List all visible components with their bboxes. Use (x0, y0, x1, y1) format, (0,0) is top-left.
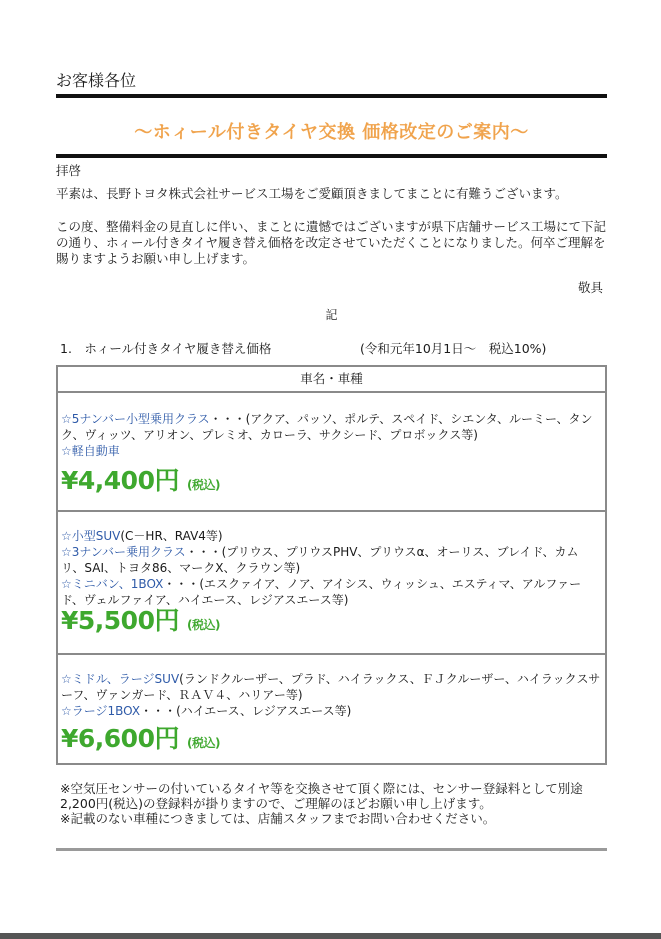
category-name: ☆ミドル、ラージSUV (61, 672, 180, 686)
greeting: お客様各位 (56, 71, 137, 90)
table-header: 車名・車種 (58, 367, 605, 393)
notice-paragraph: この度、整備料金の見直しに伴い、まことに遺憾ではございますが県下店舗サービス工場にて下記の通り、ホィール付きタイヤ履き替え価格を改定させていただくことになりました。何卒ご理解を賜りますようお願い申し上げます。 (56, 219, 607, 266)
price-value: ¥5,500円 (61, 606, 179, 635)
price-value: ¥6,600円 (61, 724, 179, 753)
tax-label: (税込) (186, 478, 220, 492)
closing-salutation: 敬具 (577, 280, 603, 295)
tax-label: (税込) (186, 618, 220, 632)
table-row (58, 512, 605, 655)
notes (60, 781, 607, 826)
category-desc: (C－HR、RAV4等) (120, 529, 223, 543)
category-desc: ・・・(エスクァイア、ノア、アイシス、ウィッシュ、エスティマ、アルファード、ヴェルファイア、ハイエース、レジアスエース等) (61, 577, 582, 607)
category-name: ☆ミニバン、1BOX (61, 577, 164, 591)
note-item: ※空気圧センサーの付いているタイヤ等を交換させて頂く際には、センサー登録料として別途2,200円(税込)の登録料が掛りますので、ご理解のほどお願い申し上げます。 (60, 781, 583, 811)
item-note: (令和元年10月1日～ 税込10%) (360, 341, 547, 356)
intro-paragraph: 平素は、長野トヨタ株式会社サービス工場をご愛顧頂きましてまことに有難うございます。 (56, 186, 568, 201)
footer-rule (56, 848, 607, 851)
row-content (61, 411, 601, 459)
category-desc: ・・・(アクア、パッソ、ポルテ、スペイド、シエンタ、ルーミー、タンク、ヴィッツ、アリオン、プレミオ、カローラ、サクシード、プロボックス等) (61, 412, 593, 442)
category-desc: (ランドクルーザー、プラド、ハイラックス、ＦＪクルーザー、ハイラックスサーフ、ヴァンガード、ＲＡＶ４、ハリアー等) (61, 672, 601, 702)
category-name: ☆ラージ1BOX (61, 704, 141, 718)
price-table (56, 365, 607, 765)
title-top-rule (56, 94, 607, 98)
title-bottom-rule (56, 154, 607, 158)
ki-heading: 記 (325, 308, 338, 322)
item-label: 1. ホィール付きタイヤ履き替え価格 (60, 341, 272, 356)
category-name: ☆5ナンバー小型乗用クラス (61, 412, 210, 426)
price-value: ¥4,400円 (61, 466, 179, 495)
bottom-band (0, 933, 661, 939)
price (61, 601, 220, 637)
category-name: ☆軽自動車 (61, 444, 120, 458)
note-item: ※記載のない車種につきましては、店舗スタッフまでお問い合わせください。 (60, 811, 496, 826)
row-content (61, 671, 601, 719)
opening-salutation: 拝啓 (56, 163, 82, 178)
category-desc: ・・・(ハイエース、レジアスエース等) (140, 704, 352, 718)
row-content (61, 528, 601, 608)
page-title: ～ホィール付きタイヤ交換 価格改定のご案内～ (134, 122, 529, 143)
price (61, 719, 220, 755)
table-row (58, 655, 605, 761)
category-name: ☆3ナンバー乗用クラス (61, 545, 186, 559)
price (61, 461, 220, 497)
tax-label: (税込) (186, 736, 220, 750)
table-row (58, 393, 605, 512)
category-name: ☆小型SUV (61, 529, 121, 543)
category-desc: ・・・(プリウス、プリウスPHV、プリウスα、オーリス、ブレイド、カムリ、SAI、トヨタ86、マークX、クラウン等) (61, 545, 579, 575)
